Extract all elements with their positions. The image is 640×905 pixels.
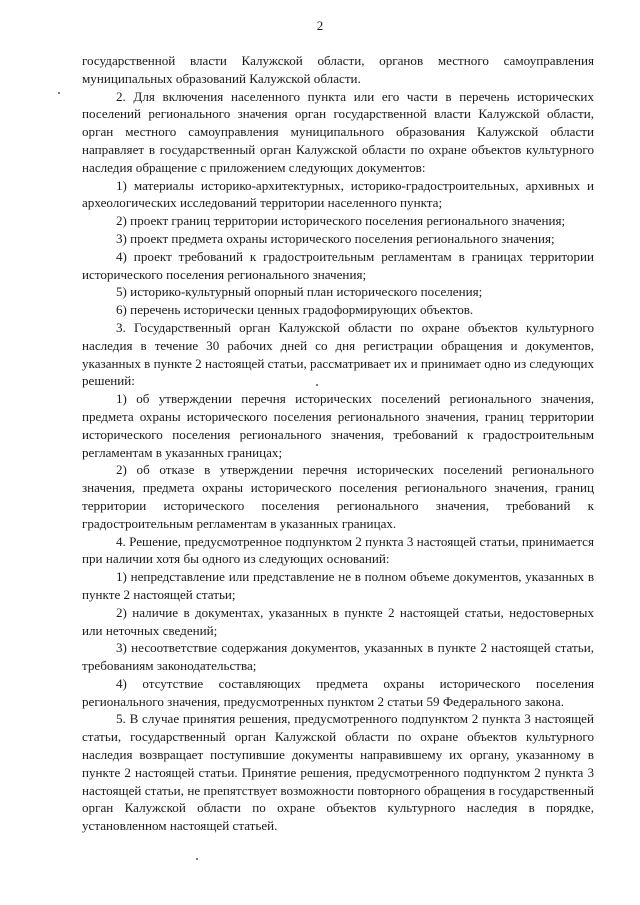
paragraph-item-3: 3. Государственный орган Калужской области по охране объектов культурного наследия в течение 30 рабочих дней со дня регистрации обращения и документов, указанных в пункте 2 настоящей статьи, рассматривает их и принимает одно из следующих решений: — [82, 319, 594, 389]
scan-speck — [316, 384, 318, 386]
page-number: 2 — [316, 18, 324, 33]
paragraph-item-4: 4. Решение, предусмотренное подпунктом 2 пункта 3 настоящей статьи, принимается при наличии хотя бы одного из следующих оснований: — [82, 533, 594, 567]
paragraph-item-5: 5. В случае принятия решения, предусмотренного подпунктом 2 пункта 3 настоящей статьи, государственный орган Калужской области по охране объектов культурного наследия возвращает поступившие документы направившему их органу, указанному в пункте 2 настоящей статьи. Принятие решения, предусмотренного подпунктом 2 пункта 3 настоящей статьи, не препятствует возможности повторного обращения в государственный орган Калужской области по охране объектов культурного наследия в порядке, установленном настоящей статьей. — [82, 711, 594, 834]
paragraph-subitem-4-3: 3) несоответствие содержания документов, указанных в пункте 2 настоящей статьи, требованиям законодательства; — [82, 640, 594, 674]
paragraph-subitem-4-1: 1) непредставление или представление не в полном объеме документов, указанных в пункте 2 настоящей статьи; — [82, 569, 594, 602]
scan-speck — [58, 92, 60, 94]
body-text — [82, 52, 594, 835]
paragraph-item-2: 2. Для включения населенного пункта или его части в перечень исторических поселений регионального значения орган государственной власти Калужской области, орган местного самоуправления муниципального образования Калужской области направляет в государственный орган Калужской области по охране объектов культурного наследия обращение с приложением следующих документов: — [82, 88, 594, 175]
paragraph-subitem-2-3: 3) проект предмета охраны исторического поселения регионального значения; — [116, 230, 555, 246]
paragraph-subitem-2-2: 2) проект границ территории исторического поселения регионального значения; — [116, 213, 566, 229]
paragraph-subitem-2-5: 5) историко-культурный опорный план исторического поселения; — [116, 284, 483, 300]
paragraph-subitem-2-4: 4) проект требований к градостроительным регламентам в границах территории исторического поселения регионального значения; — [82, 248, 594, 282]
paragraph-subitem-3-2: 2) об отказе в утверждении перечня исторических поселений регионального значения, предмета охраны исторического поселения регионального значения, границ территории исторического поселения регионального значения, требований к градостроительным регламентам в указанных границах. — [82, 462, 594, 531]
paragraph-continuation: государственной власти Калужской области, органов местного самоуправления муниципальных образований Калужской области. — [82, 53, 594, 86]
paragraph-subitem-4-2: 2) наличие в документах, указанных в пункте 2 настоящей статьи, недостоверных или неточных сведений; — [82, 604, 594, 638]
scan-speck — [196, 858, 198, 860]
paragraph-subitem-2-1: 1) материалы историко-архитектурных, историко-градостроительных, архивных и археологических исследований территории населенного пункта; — [82, 177, 594, 211]
paragraph-subitem-2-6: 6) перечень исторически ценных градоформирующих объектов. — [116, 302, 474, 318]
paragraph-subitem-3-1: 1) об утверждении перечня исторических поселений регионального значения, предмета охраны исторического поселения регионального значения, границ территории исторического поселения регионального значения, требований к градостроительным регламентам в указанных границах; — [82, 391, 594, 460]
paragraph-subitem-4-4: 4) отсутствие составляющих предмета охраны исторического поселения регионального значения, предусмотренных пунктом 2 статьи 59 Федерального закона. — [82, 675, 594, 709]
